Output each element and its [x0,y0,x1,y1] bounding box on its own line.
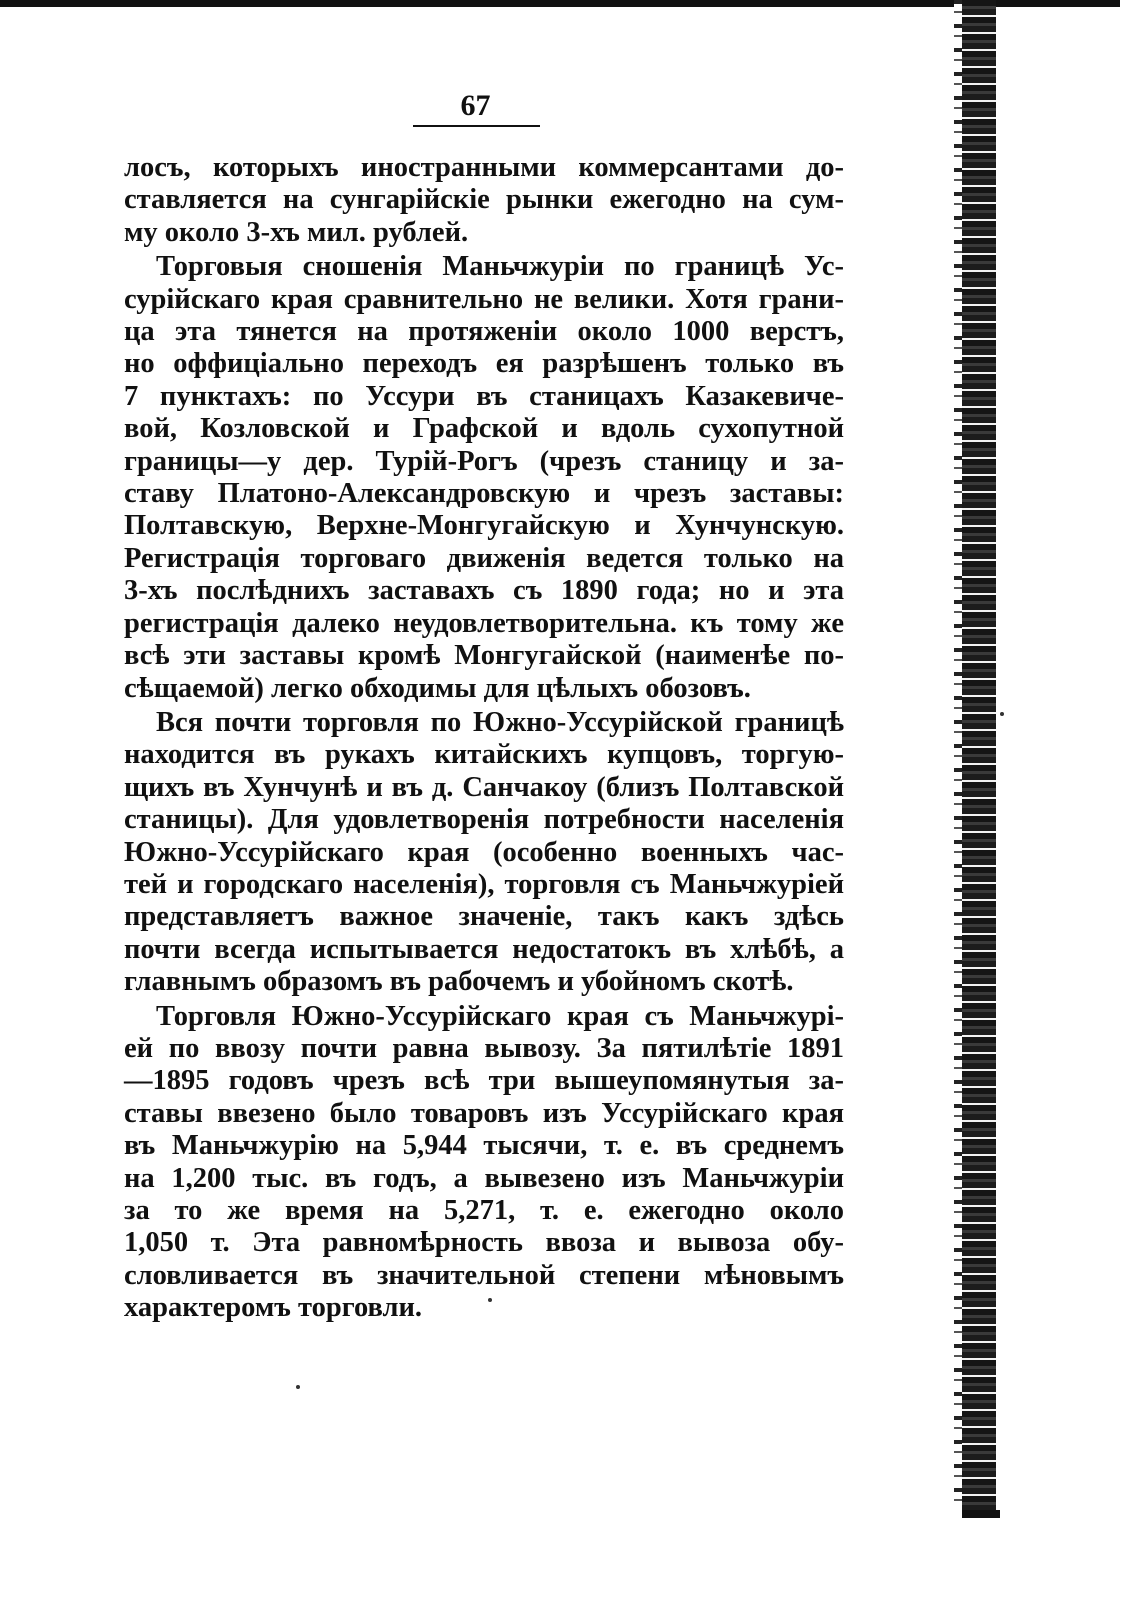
paragraph [124,251,844,705]
text-line: ставы ввезено было товаровъ изъ Уссурiйскаго края [124,1097,844,1129]
book-binding-edge [962,0,996,1512]
text-line: лосъ, которыхъ иностранными коммерсантами до- [124,152,844,183]
page-number: 67 [460,89,491,122]
text-line: Полтавскую, Верхне-Монгугайскую и Хунчунскую. [124,510,844,542]
page-number-rule [413,125,540,127]
body-text [124,152,844,1327]
text-line: ставу Платоно-Александровскую и чрезъ заставы: [124,478,844,510]
text-line: Регистрацiя торговаго движенiя ведется только на [124,542,844,574]
text-line: всѣ эти заставы кромѣ Монгугайской (наименѣе по- [124,640,844,672]
text-line: 1,050 т. Эта равномѣрность ввоза и вывоза обу- [124,1227,844,1259]
paragraph [124,152,844,249]
text-line: регистрацiя далеко неудовлетворительна. къ тому же [124,607,844,639]
text-line: ставляется на сунгарiйскiе рынки ежегодно на сум- [124,184,844,216]
text-line: ца эта тянется на протяженiи около 1000 верстъ, [124,316,844,348]
text-line: му около 3-хъ мил. рублей. [124,216,469,248]
text-line: вой, Козловской и Графской и вдоль сухопутной [124,413,844,445]
text-line: представляетъ важное значенiе, такъ какъ здѣсь [124,901,844,933]
scan-speck [296,1385,300,1389]
text-line: —1895 годовъ чрезъ всѣ три вышеупомянутыя за- [124,1065,844,1097]
text-line: главнымъ образомъ въ рабочемъ и убойномъ скотѣ. [124,966,794,998]
text-line: на 1,200 тыс. въ годъ, а вывезено изъ Маньчжурiи [124,1162,844,1194]
scan-speck [1000,712,1004,716]
text-line: станицы). Для удовлетворенiя потребности населенiя [124,804,844,836]
text-line: 3-хъ послѣднихъ заставахъ съ 1890 года; но и эта [124,575,844,607]
text-line: характеромъ торговли. [124,1292,423,1324]
text-line: Южно-Уссурiйскаго края (особенно военныхъ час- [124,836,844,868]
page-top-border [0,0,1120,7]
text-line: 7 пунктахъ: по Уссури въ станицахъ Казакевиче- [124,380,844,412]
text-line: тей и городскаго населенiя), торговля съ Маньчжурiей [124,868,844,900]
text-line: Торговыя сношенiя Маньчжурiи по границѣ Ус- [156,251,844,283]
paragraph [124,707,844,999]
text-line: сурiйскаго края сравнительно не велики. Хотя грани- [124,283,844,315]
text-line: ей по ввозу почти равна вывозу. За пятилѣтiе 1891 [124,1032,844,1064]
text-line: Торговля Южно-Уссурiйскаго края съ Маньчжурi- [156,1000,844,1032]
text-line: щихъ въ Хунчунѣ и въ д. Санчакоу (близъ Полтавской [124,771,844,803]
scan-speck [488,1298,492,1302]
text-line: но оффицiально переходъ ея разрѣшенъ только въ [124,348,844,380]
text-line: находится въ рукахъ китайскихъ купцовъ, торгую- [124,739,844,771]
text-line: Вся почти торговля по Южно-Уссурiйской границѣ [156,706,844,738]
text-line: сѣщаемой) легко обходимы для цѣлыхъ обозовъ. [124,672,751,704]
text-line: словливается въ значительной степени мѣновымъ [124,1259,844,1291]
text-line: за то же время на 5,271, т. е. ежегодно около [124,1195,844,1226]
text-line: почти всегда испытывается недостатокъ въ хлѣбѣ, а [124,933,844,965]
paragraph [124,1001,844,1325]
text-line: границы—у дер. Турiй-Рогъ (чрезъ станицу и за- [124,445,844,477]
text-line: въ Маньчжурiю на 5,944 тысячи, т. е. въ среднемъ [124,1130,844,1162]
